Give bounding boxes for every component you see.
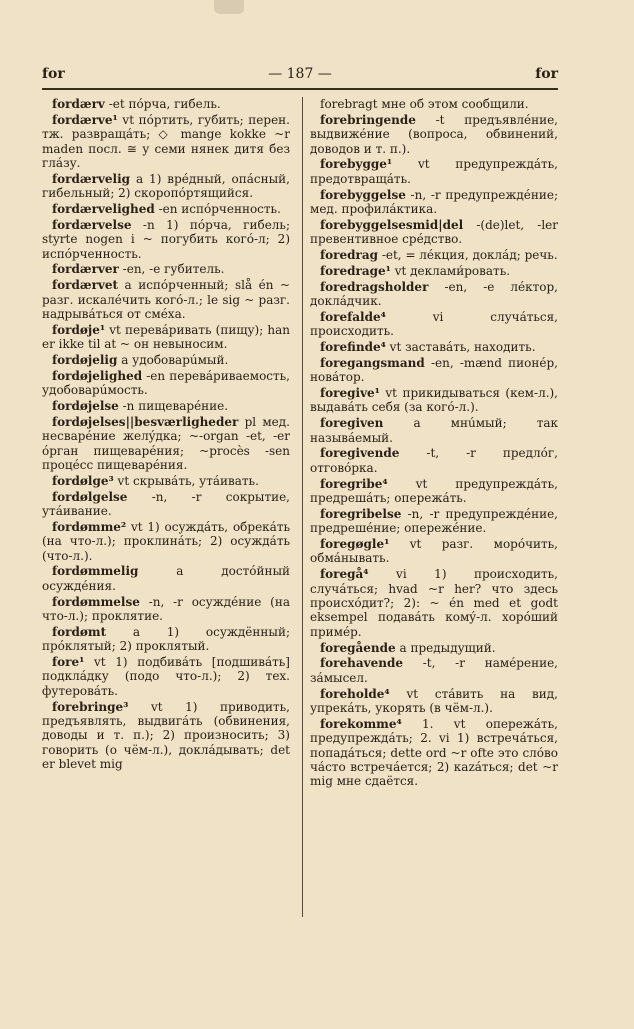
- entry-definition: a мнúмый; так назывáемый.: [310, 416, 558, 445]
- entry-definition: vt предупреждáть, предотвращáть.: [310, 157, 558, 186]
- dictionary-entry: [42, 278, 290, 321]
- dictionary-entry: [42, 113, 290, 171]
- dictionary-entry: [310, 656, 558, 685]
- dictionary-entry: [310, 310, 558, 339]
- dictionary-entry: [42, 655, 290, 698]
- entry-definition: vt 1) приводить, предъявлять, выдвигáть (обвинения, доводы и т. п.); 2) произносить; 3) говорить (о чём-л.), доклáдывать; det er blevet mig: [42, 699, 290, 772]
- entry-headword: fordøjelig: [52, 353, 118, 368]
- dictionary-entry: [310, 641, 558, 655]
- entry-definition: a удобоварúмый.: [117, 353, 229, 368]
- entry-definition: vt предупреждáть, предрешáть; опережáть.: [310, 476, 558, 506]
- dictionary-entry: [310, 280, 558, 309]
- entry-definition: -en перевáриваемость, удобоварúмость.: [42, 368, 290, 398]
- entry-headword: foregribelse: [320, 506, 402, 521]
- dictionary-entry: [310, 188, 558, 217]
- entry-headword: foregribe⁴: [320, 476, 388, 491]
- entry-definition: a 1) врéдный, опáсный, гибельный; 2) скоропóртящийся.: [42, 171, 290, 201]
- entry-headword: fordærv: [52, 97, 105, 111]
- entry-definition: -n, -r осуждéние (на что-л.); проклятие.: [42, 594, 290, 624]
- entry-definition: vt деклами́ровать.: [390, 263, 511, 278]
- dictionary-entry: [42, 490, 290, 519]
- column-divider: [302, 97, 303, 917]
- entry-headword: foreholde⁴: [320, 686, 390, 701]
- entry-definition: 1. vt опережáть, предупреждáть; 2. vi 1) встречáться, попадáться; dette ord ~r ofte это слóво чáсто встречáется; 2) кazáться; det ~r mig мне сдаётся.: [310, 716, 558, 789]
- dictionary-entry: [42, 172, 290, 201]
- entry-headword: fordømt: [52, 624, 107, 639]
- dictionary-entry: [310, 717, 558, 789]
- entry-headword: fordærvelig: [52, 171, 131, 186]
- dictionary-entry: [310, 507, 558, 536]
- entry-definition: vi случáться, происходить.: [310, 309, 558, 339]
- entry-definition: -en, -e лéктор, доклáдчик.: [310, 279, 558, 309]
- entry-headword: fordømmelse: [52, 594, 140, 609]
- right-column: [310, 97, 558, 790]
- entry-headword: fordømmelig: [52, 564, 139, 579]
- entry-definition: -n, -r предупреждéние, предрешéние; опережéние.: [310, 506, 558, 536]
- entry-headword: fore¹: [52, 655, 85, 670]
- entry-definition: vt 1) осуждáть, обрекáть (на что-л.); проклинáть; 2) осуждáть (что-л.).: [42, 519, 290, 563]
- entry-headword: fordølge³: [52, 473, 114, 488]
- entry-headword: forefalde⁴: [320, 309, 386, 324]
- entry-definition: a 1) осуждённый; прóклятый; 2) проклятый.: [42, 624, 290, 654]
- entry-definition: -en испóрченность.: [154, 202, 281, 217]
- entry-headword: forebringe³: [52, 699, 129, 714]
- dictionary-entry: [42, 323, 290, 352]
- dictionary-entry: [310, 416, 558, 445]
- dictionary-entry: [310, 477, 558, 506]
- dictionary-entry: [42, 202, 290, 216]
- dictionary-entry: [310, 218, 558, 247]
- entry-definition: vt 1) подбивáть [подшивáть] подклáдку (подо что-л.); 2) тех. футеровáть.: [42, 655, 290, 698]
- dictionary-entry: [42, 625, 290, 654]
- dictionary-entry: [42, 353, 290, 367]
- entry-definition: -t предъявлéние, выдвижéние (вопроса, обвинений, доводов и т. п.).: [310, 112, 558, 156]
- entry-headword: fordærvet: [52, 278, 119, 293]
- dictionary-entry: [310, 386, 558, 415]
- entry-headword: forebyggelse: [320, 187, 406, 202]
- entry-definition: vt заставáть, находить.: [385, 340, 536, 355]
- entry-headword: foregående: [320, 640, 396, 655]
- entry-definition: vt разг. морóчить, обмáнывать.: [310, 537, 558, 566]
- dictionary-entry: [310, 340, 558, 354]
- entry-definition: vt пóртить, губить; перен. тж. развращáть; ◇ mange kokke ~r maden посл. ≅ у семи нянек дитя без глáзу.: [42, 112, 290, 171]
- dictionary-entry: [310, 356, 558, 385]
- entry-definition: -n пищеварéние.: [118, 399, 229, 414]
- entry-definition: vt перевáривать (пищу); han er ikke til at ~ он невыносим.: [42, 322, 290, 352]
- dictionary-entry: [310, 248, 558, 262]
- entry-definition: vt стáвить на вид, упрекáть, укорять (в чём-л.).: [310, 686, 558, 716]
- entry-headword: forebyggelsesmid|del: [320, 217, 464, 232]
- entry-definition: pl мед. несварéние желýдка; ~-organ -et, -er óрган пищеварéния; ~procès -sen процéсс пищеварéния.: [42, 414, 290, 473]
- entry-headword: foregive¹: [320, 386, 380, 401]
- entry-definition: -n 1) пóрча, гибель; styrte nogen i ~ погубить когó-л; 2) испóрченность.: [42, 217, 290, 261]
- entry-definition: -et, = лéкция, доклáд; речь.: [378, 248, 558, 263]
- entry-headword: forefinde⁴: [320, 340, 386, 355]
- dictionary-entry: [310, 97, 558, 111]
- entry-definition: -et пóрча, гибель.: [104, 97, 221, 111]
- entry-definition: -n, -r предупреждéние; мед. профилáктика.: [310, 187, 558, 217]
- entry-definition: a предыдущий.: [395, 640, 496, 655]
- dictionary-entry: [310, 113, 558, 156]
- page-header: [42, 66, 558, 86]
- entry-definition: a достóйный осуждéния.: [42, 564, 290, 593]
- dictionary-entry: [42, 474, 290, 488]
- dictionary-entry: [310, 264, 558, 278]
- entry-headword: foredrag: [320, 248, 379, 263]
- entry-headword: fordøjelighed: [52, 368, 143, 383]
- entry-headword: fordøje¹: [52, 322, 106, 337]
- entry-headword: fordølgelse: [52, 489, 128, 504]
- header-rule: [42, 88, 558, 90]
- entry-definition: -t, -r предлóг, отговóрка.: [310, 446, 558, 475]
- entry-definition: -(de)let, -ler превентивное срéдство.: [310, 217, 558, 247]
- dictionary-entry: [42, 369, 290, 398]
- entry-definition: -t, -r намéрение, зáмысел.: [310, 656, 558, 685]
- dictionary-entry: [42, 218, 290, 261]
- entry-headword: fordømme²: [52, 519, 127, 534]
- entry-definition: -n, -r сокрытие, утáивание.: [42, 489, 290, 519]
- left-column: [42, 97, 290, 773]
- entry-headword: foregøgle¹: [320, 537, 390, 552]
- paper-tab: [214, 0, 244, 14]
- entry-headword: forehavende: [320, 656, 403, 671]
- entry-definition: -en, -mænd пионéр, новáтор.: [310, 355, 558, 385]
- header-left-guideword: for: [42, 66, 65, 82]
- entry-headword: foredrage¹: [320, 263, 391, 278]
- dictionary-entry: [42, 399, 290, 413]
- entry-headword: fordærvelse: [52, 217, 132, 232]
- dictionary-entry: [42, 520, 290, 563]
- dictionary-entry: [42, 564, 290, 593]
- dictionary-entry: [310, 687, 558, 716]
- entry-definition: vt прикидываться (кем-л.), выдавáть себя (за когó-л.).: [310, 386, 558, 415]
- dictionary-entry: [42, 595, 290, 624]
- entry-headword: fordøjelse: [52, 399, 119, 414]
- dictionary-entry: [42, 97, 290, 111]
- dictionary-entry: [42, 700, 290, 772]
- dictionary-entry: [42, 262, 290, 276]
- dictionary-entry: [310, 157, 558, 186]
- dictionary-entry: [310, 537, 558, 566]
- entry-definition: vt скрывáть, утáивать.: [113, 473, 259, 488]
- entry-definition: vi 1) происходить, случáться; hvad ~r her? что здесь происхóдит?; 2): ~ én med et godt eksempel подавáть комý-л. хорóший примéр.: [310, 567, 558, 639]
- entry-headword: forekomme⁴: [320, 716, 402, 731]
- dictionary-entry: [310, 446, 558, 475]
- entry-headword: foregivende: [320, 446, 400, 461]
- entry-headword: fordærvelighed: [52, 202, 155, 217]
- entry-headword: forebygge¹: [320, 157, 393, 172]
- entry-definition: forebragt мне об этом сообщили.: [320, 97, 529, 111]
- entry-headword: foregiven: [320, 416, 384, 431]
- entry-definition: -en, -e губитель.: [118, 262, 225, 277]
- entry-headword: foregangsmand: [320, 355, 425, 370]
- dictionary-entry: [42, 415, 290, 473]
- dictionary-entry: [310, 567, 558, 639]
- entry-headword: foregå⁴: [320, 567, 369, 582]
- entry-headword: forebringende: [320, 112, 416, 127]
- page-number: — 187 —: [268, 66, 332, 82]
- entry-headword: foredragsholder: [320, 279, 429, 294]
- entry-headword: fordøjelses||besværligheder: [52, 414, 239, 429]
- entry-definition: a испóрченный; slå én ~ разг. искалéчить когó-л.; le sig ~ разг. надрывáться от смéха.: [42, 278, 290, 322]
- entry-headword: fordærver: [52, 262, 119, 277]
- entry-headword: fordærve¹: [52, 112, 118, 127]
- header-right-guideword: for: [535, 66, 558, 82]
